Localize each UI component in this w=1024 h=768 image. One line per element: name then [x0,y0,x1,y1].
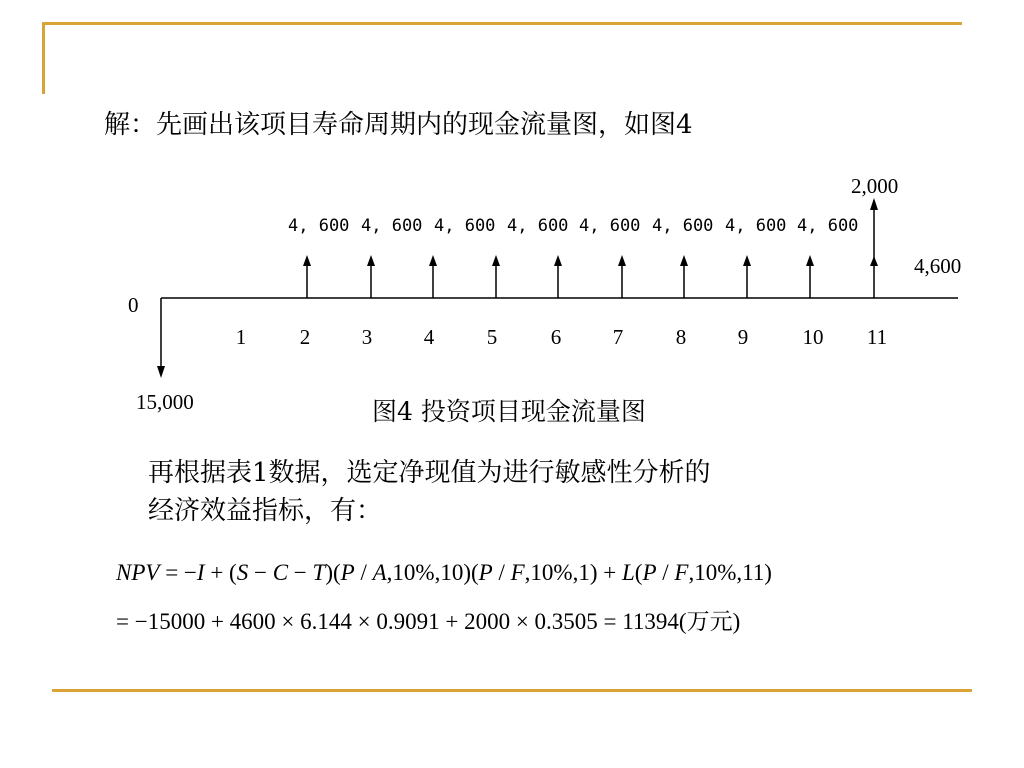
period-tick: 1 [235,325,247,349]
formula-var: L [621,560,635,585]
formula-var: P [340,560,355,585]
analysis-paragraph [148,454,908,530]
npv-calculation: = −15000 + 4600 × 6.144 × 0.9091 + 2000 × 0.3505 = 11394(万元) [116,609,741,634]
period-tick: 4 [423,325,435,349]
npv-symbol: NPV [116,560,160,585]
formula-var: P [642,560,657,585]
formula-part: − [248,560,273,585]
annual-inflow-label: 4,600 [914,254,962,278]
formula-part: ,10%,11) [688,560,772,585]
annual-value: 4, 600 [797,216,859,236]
formula-var: S [236,560,249,585]
zero-label: 0 [128,293,139,317]
period-tick: 6 [550,325,562,349]
annual-value: 4, 600 [361,216,423,236]
diagram-caption: 图4 投资项目现金流量图 [372,397,646,426]
formula-part: / [492,560,511,585]
annual-value: 4, 600 [725,216,787,236]
formula-var: T [312,560,326,585]
annual-value: 4, 600 [579,216,641,236]
formula-part: ,10%,10)( [386,560,479,585]
final-inflow-label: 2,000 [851,174,899,198]
period-tick: 5 [486,325,498,349]
period-tick: 9 [737,325,749,349]
formula-part: / [656,560,675,585]
period-tick: 10 [802,325,824,349]
formula-var: I [196,560,205,585]
paragraph-line: 再根据表1数据，选定净现值为进行敏感性分析的 [148,458,711,488]
formula-var: A [372,560,387,585]
outflow-arrowhead [157,366,165,378]
period-tick: 2 [299,325,311,349]
formula-part: + ( [204,560,237,585]
period-tick: 7 [612,325,624,349]
formula-part: ( [634,560,643,585]
formula-part: = − [159,560,197,585]
formula-var: P [478,560,493,585]
outflow-label: 15,000 [136,390,194,414]
period-tick: 3 [361,325,373,349]
npv-formula [116,560,772,586]
final-inflow-arrow [870,198,878,298]
annual-value: 4, 600 [507,216,569,236]
annual-inflow-arrows [303,255,814,298]
formula-var: C [272,560,289,585]
formula-var: F [674,560,689,585]
paragraph-line: 经济效益指标，有： [148,496,383,526]
formula-part: − [288,560,313,585]
formula-var: F [510,560,525,585]
formula-part: ,10%,1) + [524,560,622,585]
period-tick: 11 [866,325,888,349]
annual-value: 4, 600 [288,216,350,236]
period-tick: 8 [675,325,687,349]
annual-value: 4, 600 [652,216,714,236]
intro-text: 解：先画出该项目寿命周期内的现金流量图，如图4 [104,110,693,140]
annual-value: 4, 600 [434,216,496,236]
formula-part: )( [325,560,341,585]
formula-part: / [354,560,373,585]
